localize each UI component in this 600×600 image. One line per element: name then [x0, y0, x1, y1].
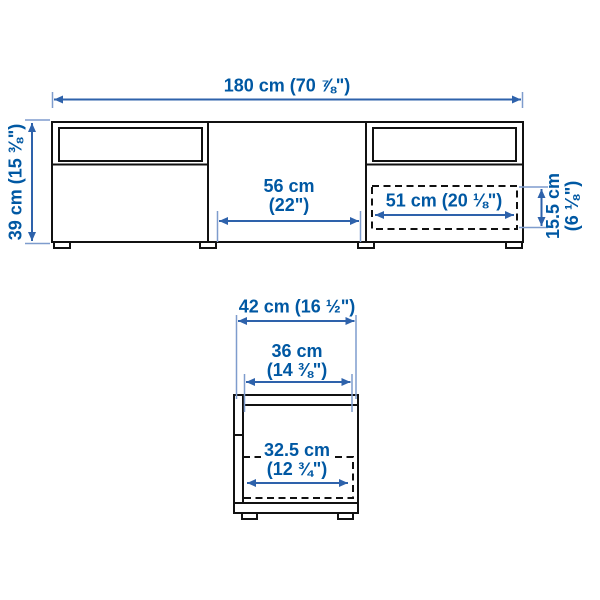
center-section-width-line2: (22") — [268, 195, 310, 215]
cabinet-foot — [200, 242, 216, 248]
cabinet-foot — [242, 513, 257, 519]
drawer-inner-width-label: 51 cm (20 ⅛") — [385, 190, 503, 211]
center-section-width-line1: 56 cm — [263, 176, 315, 196]
cabinet-foot — [358, 242, 374, 248]
drawer-inner-depth-label — [261, 440, 333, 480]
overall-depth-label: 42 cm (16 ½") — [238, 296, 356, 317]
inner-depth-label — [267, 342, 328, 380]
overall-width-label: 180 cm (70 ⅞") — [223, 75, 351, 96]
cabinet-foot — [54, 242, 70, 248]
drawer-inner-height-line2: (6 ⅛") — [562, 180, 582, 232]
inner-depth-line2: (14 ⅜") — [266, 360, 328, 380]
cabinet-foot — [338, 513, 353, 519]
drawer-inner-height-label — [544, 173, 582, 239]
cabinet-foot — [506, 242, 522, 248]
center-section-width-label — [263, 177, 314, 215]
drawer-inner-depth-line2: (12 ¾") — [266, 459, 328, 479]
inner-depth-line1: 36 cm — [271, 341, 323, 361]
drawer-inner-height-line1: 15.5 cm — [543, 172, 563, 240]
drawer-inner-depth-line1: 32.5 cm — [263, 440, 331, 460]
overall-height-label: 39 cm (15 ⅜") — [5, 123, 26, 241]
